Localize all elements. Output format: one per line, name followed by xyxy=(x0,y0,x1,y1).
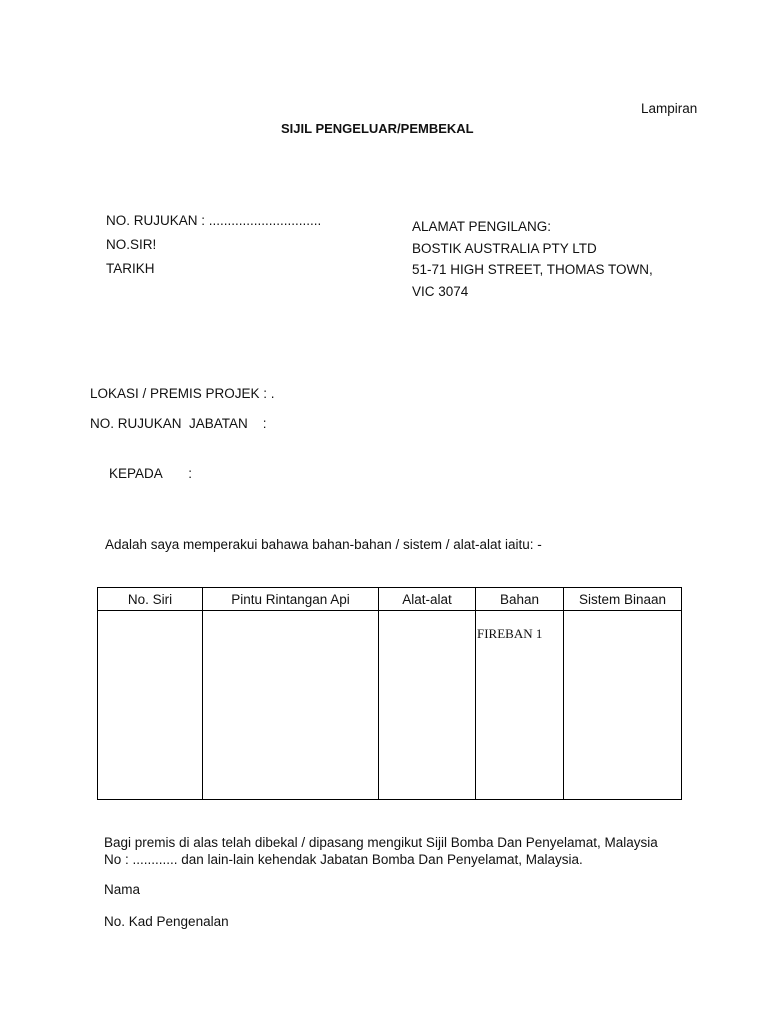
reference-block xyxy=(106,213,321,285)
table-row xyxy=(98,611,682,800)
manufacturer-address xyxy=(412,219,653,308)
address-heading: ALAMAT PENGILANG: xyxy=(412,219,552,234)
serial-number-line: NO.SIR! xyxy=(106,237,157,252)
cell-build-system xyxy=(564,611,682,800)
address-postcode: VIC 3074 xyxy=(412,284,469,299)
attachment-label: Lampiran xyxy=(641,101,698,116)
id-card-label: No. Kad Pengenalan xyxy=(104,914,229,929)
reference-number-line: NO. RUJUKAN : .............................. xyxy=(106,213,322,228)
document-title: SIJIL PENGELUAR/PEMBEKAL xyxy=(281,121,474,136)
table-header-row xyxy=(98,588,682,611)
address-company: BOSTIK AUSTRALIA PTY LTD xyxy=(412,241,597,256)
cell-fire-door xyxy=(203,611,379,800)
cell-equipment xyxy=(379,611,476,800)
compliance-statement-line2: No : ............ dan lain-lain kehendak Jabatan Bomba Dan Penyelamat, Malaysia. xyxy=(104,852,583,867)
recipient-label: KEPADA : xyxy=(109,466,193,481)
date-line: TARIKH xyxy=(106,261,155,276)
items-table xyxy=(97,587,682,800)
name-label: Nama xyxy=(104,882,141,897)
declaration-text: Adalah saya memperakui bahawa bahan-bahan / sistem / alat-alat iaitu: - xyxy=(105,537,542,552)
cell-material: FIREBAN 1 xyxy=(476,611,564,800)
header-equipment: Alat-alat xyxy=(379,588,476,611)
header-serial-no: No. Siri xyxy=(98,588,203,611)
compliance-statement-line1: Bagi premis di alas telah dibekal / dipasang mengikut Sijil Bomba Dan Penyelamat, Malaysia xyxy=(104,835,658,850)
project-location-label: LOKASI / PREMIS PROJEK : . xyxy=(90,386,275,401)
cell-serial-no xyxy=(98,611,203,800)
compliance-statement xyxy=(104,834,658,868)
header-fire-door: Pintu Rintangan Api xyxy=(203,588,379,611)
header-build-system: Sistem Binaan xyxy=(564,588,682,611)
header-material: Bahan xyxy=(476,588,564,611)
address-street: 51-71 HIGH STREET, THOMAS TOWN, xyxy=(412,262,653,277)
department-reference-label: NO. RUJUKAN JABATAN : xyxy=(90,416,267,431)
